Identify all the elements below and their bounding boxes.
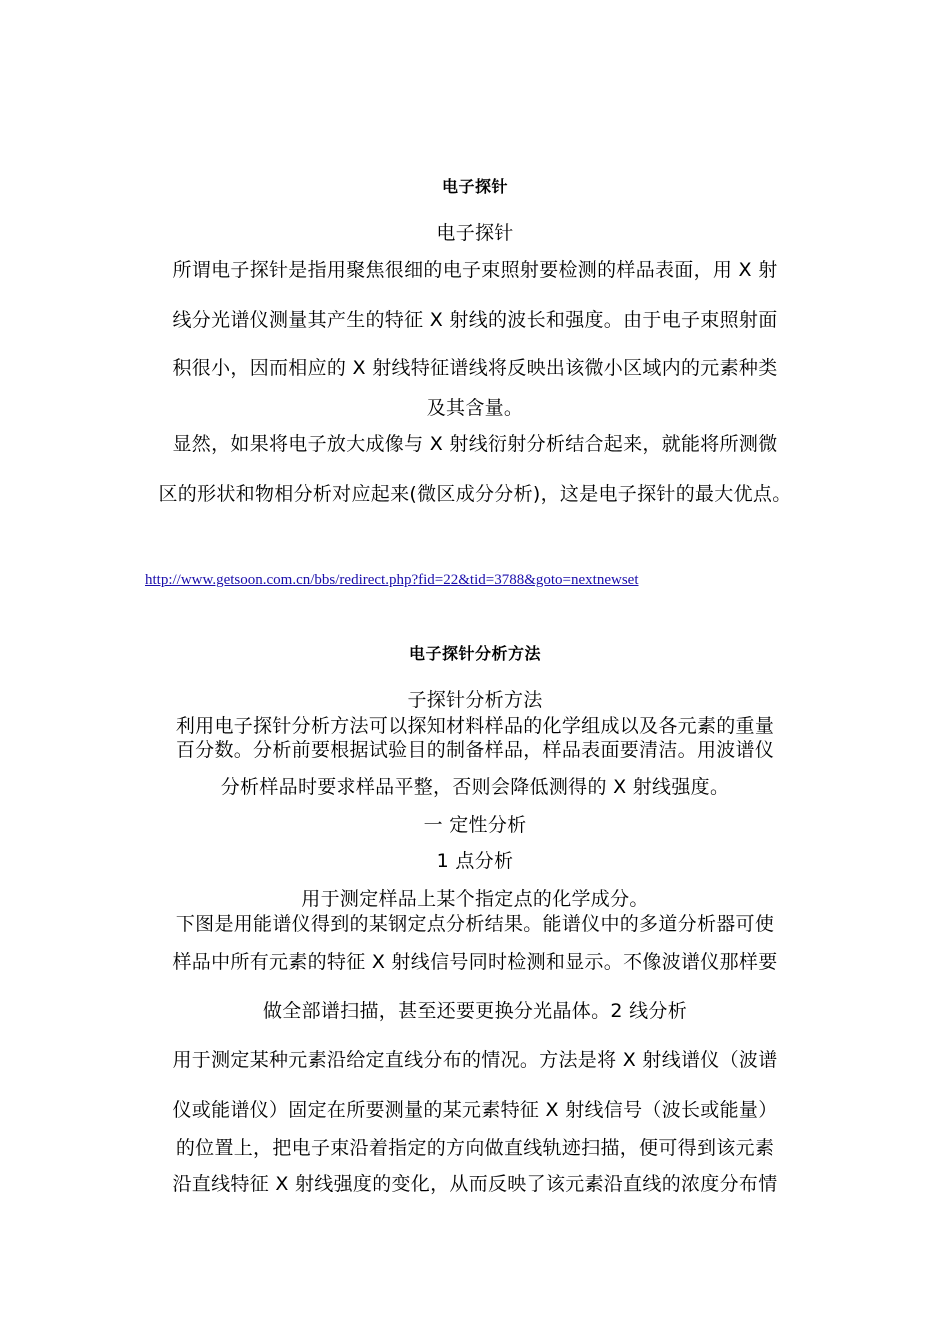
paragraph-line: 线分光谱仪测量其产生的特征 X 射线的波长和强度。由于电子束照射面 [172,309,778,331]
section-heading-electron-probe: 电子探针 [441,177,508,196]
paragraph-line: 利用电子探针分析方法可以探知材料样品的化学组成以及各元素的重量 [175,715,775,737]
paragraph-line: 积很小，因而相应的 X 射线特征谱线将反映出该微小区域内的元素种类 [172,357,778,379]
subsection-heading-point-analysis: 1 点分析 [436,850,514,872]
paragraph-line: 做全部谱扫描，甚至还要更换分光晶体。2 线分析 [262,1000,688,1022]
subsection-heading-qualitative: 一 定性分析 [423,814,527,836]
paragraph-line: 百分数。分析前要根据试验目的制备样品，样品表面要清洁。用波谱仪 [175,739,775,761]
paragraph-line: 下图是用能谱仪得到的某钢定点分析结果。能谱仪中的多道分析器可使 [175,913,775,935]
paragraph-line: 样品中所有元素的特征 X 射线信号同时检测和显示。不像波谱仪那样要 [172,951,778,973]
paragraph-line: 用于测定样品上某个指定点的化学成分。 [301,888,649,910]
paragraph-line: 及其含量。 [426,397,524,419]
paragraph-line: 的位置上，把电子束沿着指定的方向做直线轨迹扫描，便可得到该元素 [175,1137,775,1159]
section-subtitle-electron-probe: 电子探针 [436,222,514,244]
source-link[interactable]: http://www.getsoon.com.cn/bbs/redirect.php?fid=22&tid=3788&goto=nextnewset [145,572,639,588]
paragraph-line: 仪或能谱仪）固定在所要测量的某元素特征 X 射线信号（波长或能量） [172,1099,778,1121]
paragraph-line: 显然，如果将电子放大成像与 X 射线衍射分析结合起来，就能将所测微 [172,433,778,455]
section-subtitle-analysis-methods: 子探针分析方法 [407,689,543,711]
section-heading-analysis-methods: 电子探针分析方法 [408,644,541,663]
paragraph-line: 分析样品时要求样品平整，否则会降低测得的 X 射线强度。 [220,776,730,798]
paragraph-line: 区的形状和物相分析对应起来(微区成分分析)，这是电子探针的最大优点。 [158,483,792,505]
paragraph-line: 所谓电子探针是指用聚焦很细的电子束照射要检测的样品表面，用 X 射 [172,259,778,281]
paragraph-line: 用于测定某种元素沿给定直线分布的情况。方法是将 X 射线谱仪（波谱 [172,1049,778,1071]
paragraph-line: 沿直线特征 X 射线强度的变化，从而反映了该元素沿直线的浓度分布情 [172,1173,778,1195]
